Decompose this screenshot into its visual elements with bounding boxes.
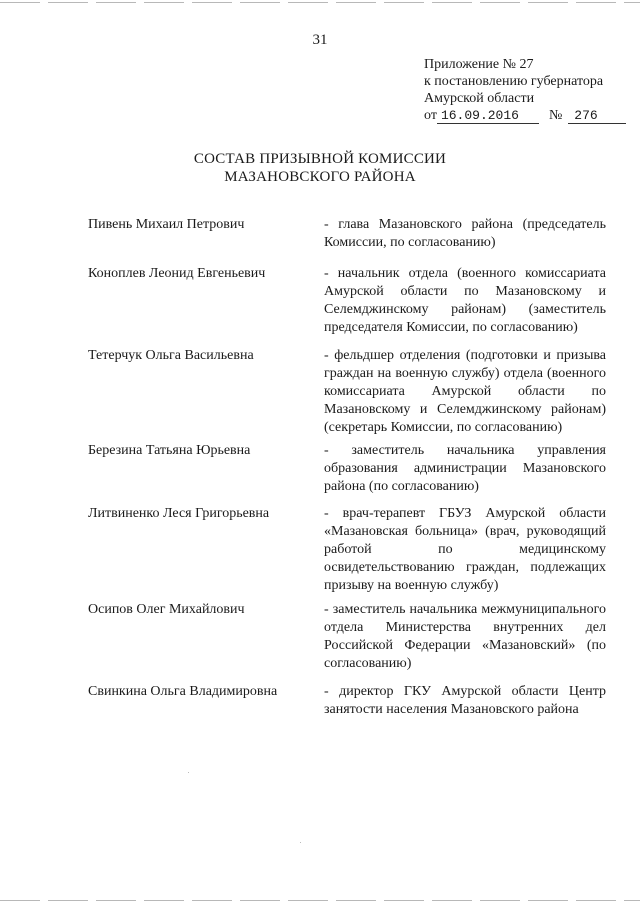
- date-prefix: от: [424, 108, 437, 123]
- title-line-2: МАЗАНОВСКОГО РАЙОНА: [224, 169, 416, 185]
- member-role: - заместитель начальника межмуниципального отдела Министерства внутренних дел Российской Федерации «Мазановский» (по согласованию): [324, 602, 606, 671]
- member-role: - врач-терапевт ГБУЗ Амурской области «Мазановская больница» (врач, руководящий работой по медицинскому освидетельствованию граждан, подлежащих призыву на военную службу): [324, 506, 606, 593]
- document-title: [0, 150, 640, 186]
- appendix-line-2: к постановлению губернатора: [424, 74, 604, 89]
- member-name: Литвиненко Леся Григорьевна: [88, 506, 270, 521]
- member-role: - фельдшер отделения (подготовки и призыва граждан на военную службу) отдела (военного комиссариата Амурской области по Мазановскому и Селемджинскому районам) (секретарь Комиссии, по согласованию): [324, 348, 606, 435]
- scan-speck: [300, 842, 301, 843]
- page-number: 31: [312, 32, 328, 48]
- scan-edge-top: [0, 2, 640, 3]
- member-name: Свинкина Ольга Владимировна: [88, 684, 278, 699]
- member-name: Пивень Михаил Петрович: [88, 217, 245, 232]
- title-line-1: СОСТАВ ПРИЗЫВНОЙ КОМИССИИ: [193, 151, 447, 167]
- member-role: - начальник отдела (военного комиссариата Амурской области по Мазановскому и Селемджинскому районам) (заместитель председателя Комиссии, по согласованию): [324, 266, 606, 335]
- member-name: Березина Татьяна Юрьевна: [88, 443, 251, 458]
- appendix-block: [424, 56, 626, 124]
- member-role: - глава Мазановского района (председатель Комиссии, по согласованию): [324, 217, 606, 250]
- member-name: Коноплев Леонид Евгеньевич: [88, 266, 266, 281]
- member-role: - директор ГКУ Амурской области Центр занятости населения Мазановского района: [324, 684, 606, 717]
- member-role: - заместитель начальника управления образования администрации Мазановского района (по согласованию): [324, 443, 606, 494]
- document-number: 276: [568, 108, 626, 124]
- scan-speck: [188, 772, 189, 773]
- member-name: Тетерчук Ольга Васильевна: [88, 348, 254, 363]
- scan-edge-bottom: [0, 900, 640, 901]
- appendix-date-row: [424, 107, 626, 124]
- number-sign: №: [548, 108, 563, 123]
- appendix-line-1: Приложение № 27: [424, 57, 534, 72]
- document-date: 16.09.2016: [437, 108, 539, 124]
- appendix-line-3: Амурской области: [424, 91, 535, 106]
- member-name: Осипов Олег Михайлович: [88, 602, 245, 617]
